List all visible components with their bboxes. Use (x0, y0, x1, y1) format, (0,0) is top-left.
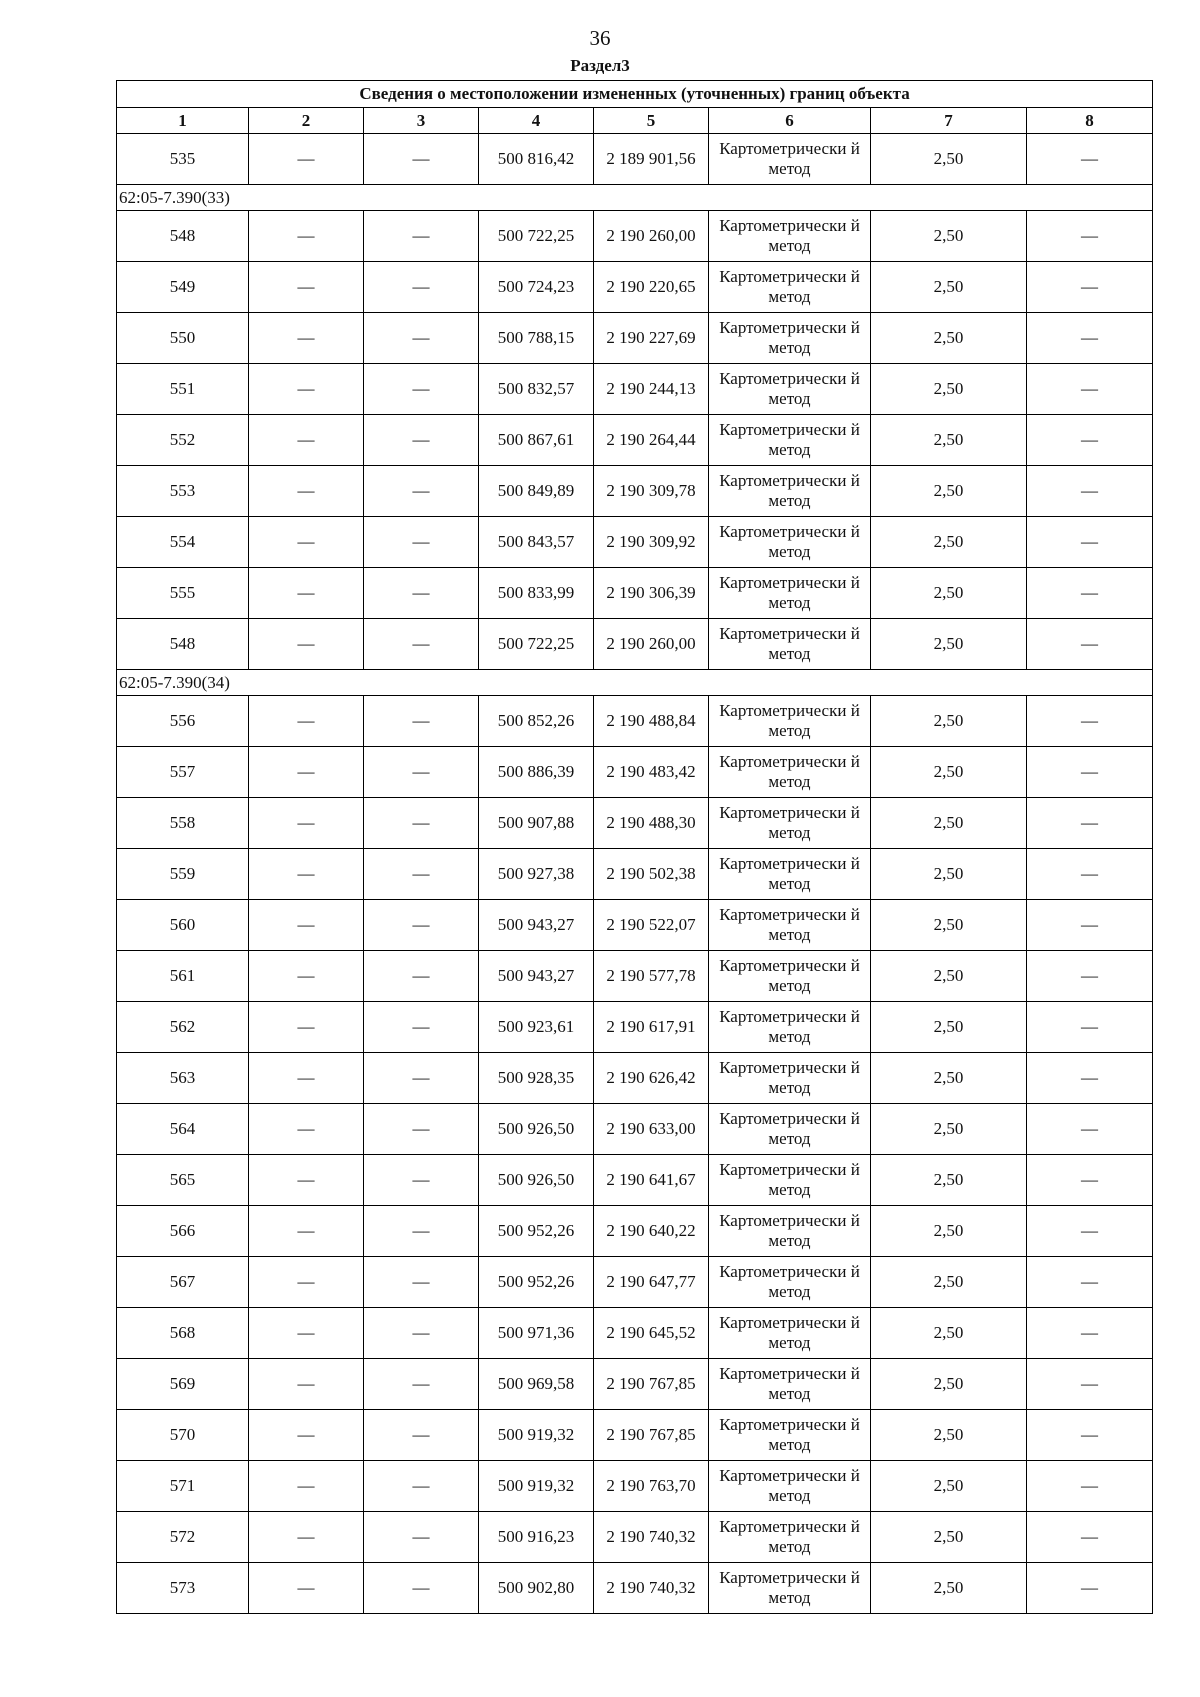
point-number-cell: 552 (117, 415, 249, 466)
value-cell: — (364, 900, 479, 951)
y-coordinate-cell: 2 190 227,69 (594, 313, 709, 364)
table-row (117, 849, 1153, 900)
y-coordinate-cell: 2 190 309,78 (594, 466, 709, 517)
point-number-cell: 567 (117, 1257, 249, 1308)
point-number-cell: 558 (117, 798, 249, 849)
y-coordinate-cell: 2 190 763,70 (594, 1461, 709, 1512)
accuracy-cell: 2,50 (871, 1308, 1027, 1359)
value-cell: — (364, 134, 479, 185)
y-coordinate-cell: 2 190 617,91 (594, 1002, 709, 1053)
column-header: 1 (117, 108, 249, 134)
point-number-cell: 553 (117, 466, 249, 517)
table-row (117, 1002, 1153, 1053)
value-cell: — (364, 1206, 479, 1257)
y-coordinate-cell: 2 190 488,30 (594, 798, 709, 849)
method-cell: Картометрически й метод (709, 134, 871, 185)
accuracy-cell: 2,50 (871, 1002, 1027, 1053)
x-coordinate-cell: 500 867,61 (479, 415, 594, 466)
value-cell: — (1027, 313, 1153, 364)
accuracy-cell: 2,50 (871, 1563, 1027, 1614)
value-cell: — (249, 696, 364, 747)
y-coordinate-cell: 2 190 577,78 (594, 951, 709, 1002)
x-coordinate-cell: 500 722,25 (479, 619, 594, 670)
point-number-cell: 548 (117, 211, 249, 262)
value-cell: — (1027, 1563, 1153, 1614)
method-cell: Картометрически й метод (709, 849, 871, 900)
accuracy-cell: 2,50 (871, 517, 1027, 568)
x-coordinate-cell: 500 926,50 (479, 1104, 594, 1155)
point-number-cell: 561 (117, 951, 249, 1002)
value-cell: — (249, 1104, 364, 1155)
value-cell: — (1027, 951, 1153, 1002)
method-cell: Картометрически й метод (709, 1461, 871, 1512)
table-caption-row (117, 81, 1153, 108)
value-cell: — (1027, 466, 1153, 517)
table-row (117, 1206, 1153, 1257)
value-cell: — (364, 517, 479, 568)
column-header: 3 (364, 108, 479, 134)
value-cell: — (1027, 696, 1153, 747)
value-cell: — (364, 1410, 479, 1461)
column-header-row (117, 108, 1153, 134)
table-row (117, 696, 1153, 747)
point-number-cell: 571 (117, 1461, 249, 1512)
x-coordinate-cell: 500 843,57 (479, 517, 594, 568)
value-cell: — (1027, 1053, 1153, 1104)
method-cell: Картометрически й метод (709, 1410, 871, 1461)
method-cell: Картометрически й метод (709, 415, 871, 466)
point-number-cell: 557 (117, 747, 249, 798)
value-cell: — (249, 900, 364, 951)
accuracy-cell: 2,50 (871, 798, 1027, 849)
y-coordinate-cell: 2 190 488,84 (594, 696, 709, 747)
table-row (117, 1461, 1153, 1512)
point-number-cell: 549 (117, 262, 249, 313)
value-cell: — (249, 747, 364, 798)
x-coordinate-cell: 500 919,32 (479, 1461, 594, 1512)
value-cell: — (249, 1155, 364, 1206)
table-row (117, 466, 1153, 517)
accuracy-cell: 2,50 (871, 1206, 1027, 1257)
method-cell: Картометрически й метод (709, 1104, 871, 1155)
value-cell: — (249, 1563, 364, 1614)
x-coordinate-cell: 500 852,26 (479, 696, 594, 747)
value-cell: — (364, 849, 479, 900)
y-coordinate-cell: 2 190 767,85 (594, 1410, 709, 1461)
table-row (117, 517, 1153, 568)
value-cell: — (364, 798, 479, 849)
y-coordinate-cell: 2 190 260,00 (594, 619, 709, 670)
value-cell: — (364, 1308, 479, 1359)
x-coordinate-cell: 500 788,15 (479, 313, 594, 364)
x-coordinate-cell: 500 907,88 (479, 798, 594, 849)
x-coordinate-cell: 500 952,26 (479, 1257, 594, 1308)
y-coordinate-cell: 2 190 640,22 (594, 1206, 709, 1257)
y-coordinate-cell: 2 190 502,38 (594, 849, 709, 900)
value-cell: — (249, 1257, 364, 1308)
value-cell: — (249, 1512, 364, 1563)
parcel-group-label: 62:05-7.390(33) (117, 185, 1153, 211)
value-cell: — (1027, 1206, 1153, 1257)
value-cell: — (249, 415, 364, 466)
value-cell: — (249, 134, 364, 185)
point-number-cell: 564 (117, 1104, 249, 1155)
value-cell: — (1027, 262, 1153, 313)
accuracy-cell: 2,50 (871, 1053, 1027, 1104)
table-row (117, 1308, 1153, 1359)
y-coordinate-cell: 2 190 740,32 (594, 1563, 709, 1614)
x-coordinate-cell: 500 926,50 (479, 1155, 594, 1206)
value-cell: — (364, 1053, 479, 1104)
value-cell: — (1027, 619, 1153, 670)
x-coordinate-cell: 500 916,23 (479, 1512, 594, 1563)
table-row (117, 1410, 1153, 1461)
accuracy-cell: 2,50 (871, 1104, 1027, 1155)
value-cell: — (364, 1461, 479, 1512)
method-cell: Картометрически й метод (709, 1308, 871, 1359)
point-number-cell: 572 (117, 1512, 249, 1563)
value-cell: — (364, 1155, 479, 1206)
value-cell: — (1027, 1461, 1153, 1512)
x-coordinate-cell: 500 724,23 (479, 262, 594, 313)
y-coordinate-cell: 2 190 767,85 (594, 1359, 709, 1410)
method-cell: Картометрически й метод (709, 1155, 871, 1206)
point-number-cell: 563 (117, 1053, 249, 1104)
accuracy-cell: 2,50 (871, 568, 1027, 619)
value-cell: — (1027, 1359, 1153, 1410)
method-cell: Картометрически й метод (709, 211, 871, 262)
x-coordinate-cell: 500 849,89 (479, 466, 594, 517)
x-coordinate-cell: 500 943,27 (479, 951, 594, 1002)
value-cell: — (249, 568, 364, 619)
accuracy-cell: 2,50 (871, 466, 1027, 517)
table-row (117, 211, 1153, 262)
value-cell: — (249, 1308, 364, 1359)
x-coordinate-cell: 500 833,99 (479, 568, 594, 619)
point-number-cell: 573 (117, 1563, 249, 1614)
y-coordinate-cell: 2 190 740,32 (594, 1512, 709, 1563)
value-cell: — (1027, 1104, 1153, 1155)
accuracy-cell: 2,50 (871, 900, 1027, 951)
value-cell: — (249, 1206, 364, 1257)
table-row (117, 1104, 1153, 1155)
method-cell: Картометрически й метод (709, 466, 871, 517)
table-row (117, 619, 1153, 670)
value-cell: — (1027, 517, 1153, 568)
value-cell: — (364, 1512, 479, 1563)
value-cell: — (1027, 900, 1153, 951)
y-coordinate-cell: 2 190 220,65 (594, 262, 709, 313)
table-row (117, 747, 1153, 798)
x-coordinate-cell: 500 722,25 (479, 211, 594, 262)
value-cell: — (249, 798, 364, 849)
y-coordinate-cell: 2 190 309,92 (594, 517, 709, 568)
method-cell: Картометрически й метод (709, 313, 871, 364)
table-row (117, 1563, 1153, 1614)
x-coordinate-cell: 500 943,27 (479, 900, 594, 951)
y-coordinate-cell: 2 190 244,13 (594, 364, 709, 415)
table-row (117, 1512, 1153, 1563)
value-cell: — (364, 568, 479, 619)
point-number-cell: 568 (117, 1308, 249, 1359)
x-coordinate-cell: 500 919,32 (479, 1410, 594, 1461)
value-cell: — (1027, 1308, 1153, 1359)
table-row (117, 134, 1153, 185)
value-cell: — (364, 951, 479, 1002)
method-cell: Картометрически й метод (709, 1053, 871, 1104)
y-coordinate-cell: 2 190 633,00 (594, 1104, 709, 1155)
table-row (117, 900, 1153, 951)
method-cell: Картометрически й метод (709, 1563, 871, 1614)
method-cell: Картометрически й метод (709, 619, 871, 670)
value-cell: — (1027, 568, 1153, 619)
value-cell: — (249, 364, 364, 415)
value-cell: — (249, 313, 364, 364)
value-cell: — (1027, 415, 1153, 466)
column-header: 4 (479, 108, 594, 134)
y-coordinate-cell: 2 189 901,56 (594, 134, 709, 185)
y-coordinate-cell: 2 190 306,39 (594, 568, 709, 619)
x-coordinate-cell: 500 969,58 (479, 1359, 594, 1410)
point-number-cell: 548 (117, 619, 249, 670)
table-row (117, 568, 1153, 619)
boundary-coordinates-table (116, 80, 1153, 1614)
point-number-cell: 550 (117, 313, 249, 364)
method-cell: Картометрически й метод (709, 696, 871, 747)
point-number-cell: 560 (117, 900, 249, 951)
value-cell: — (249, 1002, 364, 1053)
accuracy-cell: 2,50 (871, 262, 1027, 313)
table-row (117, 1155, 1153, 1206)
accuracy-cell: 2,50 (871, 951, 1027, 1002)
value-cell: — (364, 364, 479, 415)
accuracy-cell: 2,50 (871, 211, 1027, 262)
method-cell: Картометрически й метод (709, 951, 871, 1002)
x-coordinate-cell: 500 952,26 (479, 1206, 594, 1257)
accuracy-cell: 2,50 (871, 364, 1027, 415)
table-row (117, 1359, 1153, 1410)
table-row (117, 364, 1153, 415)
method-cell: Картометрически й метод (709, 747, 871, 798)
point-number-cell: 556 (117, 696, 249, 747)
y-coordinate-cell: 2 190 483,42 (594, 747, 709, 798)
method-cell: Картометрически й метод (709, 517, 871, 568)
value-cell: — (249, 466, 364, 517)
x-coordinate-cell: 500 832,57 (479, 364, 594, 415)
value-cell: — (364, 1104, 479, 1155)
table-row (117, 313, 1153, 364)
value-cell: — (1027, 1257, 1153, 1308)
column-header: 8 (1027, 108, 1153, 134)
value-cell: — (364, 466, 479, 517)
column-header: 7 (871, 108, 1027, 134)
value-cell: — (364, 262, 479, 313)
value-cell: — (1027, 364, 1153, 415)
value-cell: — (1027, 211, 1153, 262)
value-cell: — (364, 747, 479, 798)
point-number-cell: 562 (117, 1002, 249, 1053)
value-cell: — (364, 313, 479, 364)
method-cell: Картометрически й метод (709, 1002, 871, 1053)
point-number-cell: 566 (117, 1206, 249, 1257)
accuracy-cell: 2,50 (871, 747, 1027, 798)
point-number-cell: 570 (117, 1410, 249, 1461)
accuracy-cell: 2,50 (871, 1359, 1027, 1410)
value-cell: — (249, 1461, 364, 1512)
value-cell: — (249, 262, 364, 313)
value-cell: — (1027, 1512, 1153, 1563)
value-cell: — (364, 211, 479, 262)
table-row (117, 951, 1153, 1002)
column-header: 6 (709, 108, 871, 134)
y-coordinate-cell: 2 190 647,77 (594, 1257, 709, 1308)
x-coordinate-cell: 500 923,61 (479, 1002, 594, 1053)
point-number-cell: 554 (117, 517, 249, 568)
page-number: 36 (589, 26, 611, 50)
point-number-cell: 559 (117, 849, 249, 900)
method-cell: Картометрически й метод (709, 1359, 871, 1410)
accuracy-cell: 2,50 (871, 415, 1027, 466)
accuracy-cell: 2,50 (871, 849, 1027, 900)
value-cell: — (249, 1053, 364, 1104)
y-coordinate-cell: 2 190 641,67 (594, 1155, 709, 1206)
accuracy-cell: 2,50 (871, 1461, 1027, 1512)
x-coordinate-cell: 500 928,35 (479, 1053, 594, 1104)
value-cell: — (364, 1002, 479, 1053)
value-cell: — (249, 849, 364, 900)
value-cell: — (249, 1359, 364, 1410)
y-coordinate-cell: 2 190 522,07 (594, 900, 709, 951)
accuracy-cell: 2,50 (871, 1410, 1027, 1461)
point-number-cell: 565 (117, 1155, 249, 1206)
value-cell: — (1027, 798, 1153, 849)
value-cell: — (249, 517, 364, 568)
method-cell: Картометрически й метод (709, 1512, 871, 1563)
value-cell: — (1027, 1155, 1153, 1206)
y-coordinate-cell: 2 190 264,44 (594, 415, 709, 466)
x-coordinate-cell: 500 816,42 (479, 134, 594, 185)
value-cell: — (249, 619, 364, 670)
group-row (117, 185, 1153, 211)
value-cell: — (1027, 1410, 1153, 1461)
value-cell: — (364, 1563, 479, 1614)
method-cell: Картометрически й метод (709, 1257, 871, 1308)
value-cell: — (364, 1257, 479, 1308)
point-number-cell: 555 (117, 568, 249, 619)
point-number-cell: 535 (117, 134, 249, 185)
column-header: 5 (594, 108, 709, 134)
value-cell: — (249, 1410, 364, 1461)
accuracy-cell: 2,50 (871, 1155, 1027, 1206)
group-row (117, 670, 1153, 696)
value-cell: — (249, 211, 364, 262)
x-coordinate-cell: 500 902,80 (479, 1563, 594, 1614)
value-cell: — (1027, 1002, 1153, 1053)
value-cell: — (364, 619, 479, 670)
accuracy-cell: 2,50 (871, 1257, 1027, 1308)
method-cell: Картометрически й метод (709, 262, 871, 313)
y-coordinate-cell: 2 190 645,52 (594, 1308, 709, 1359)
x-coordinate-cell: 500 927,38 (479, 849, 594, 900)
value-cell: — (1027, 849, 1153, 900)
value-cell: — (364, 1359, 479, 1410)
accuracy-cell: 2,50 (871, 313, 1027, 364)
method-cell: Картометрически й метод (709, 798, 871, 849)
method-cell: Картометрически й метод (709, 568, 871, 619)
table-caption: Сведения о местоположении измененных (уточненных) границ объекта (117, 81, 1153, 108)
x-coordinate-cell: 500 886,39 (479, 747, 594, 798)
method-cell: Картометрически й метод (709, 1206, 871, 1257)
table-row (117, 798, 1153, 849)
value-cell: — (364, 696, 479, 747)
column-header: 2 (249, 108, 364, 134)
value-cell: — (364, 415, 479, 466)
section-title: Раздел3 (570, 56, 630, 75)
parcel-group-label: 62:05-7.390(34) (117, 670, 1153, 696)
accuracy-cell: 2,50 (871, 134, 1027, 185)
y-coordinate-cell: 2 190 260,00 (594, 211, 709, 262)
point-number-cell: 569 (117, 1359, 249, 1410)
method-cell: Картометрически й метод (709, 900, 871, 951)
method-cell: Картометрически й метод (709, 364, 871, 415)
table-row (117, 1257, 1153, 1308)
table-row (117, 415, 1153, 466)
x-coordinate-cell: 500 971,36 (479, 1308, 594, 1359)
value-cell: — (1027, 134, 1153, 185)
value-cell: — (1027, 747, 1153, 798)
point-number-cell: 551 (117, 364, 249, 415)
value-cell: — (249, 951, 364, 1002)
accuracy-cell: 2,50 (871, 1512, 1027, 1563)
table-row (117, 262, 1153, 313)
y-coordinate-cell: 2 190 626,42 (594, 1053, 709, 1104)
accuracy-cell: 2,50 (871, 619, 1027, 670)
table-row (117, 1053, 1153, 1104)
accuracy-cell: 2,50 (871, 696, 1027, 747)
